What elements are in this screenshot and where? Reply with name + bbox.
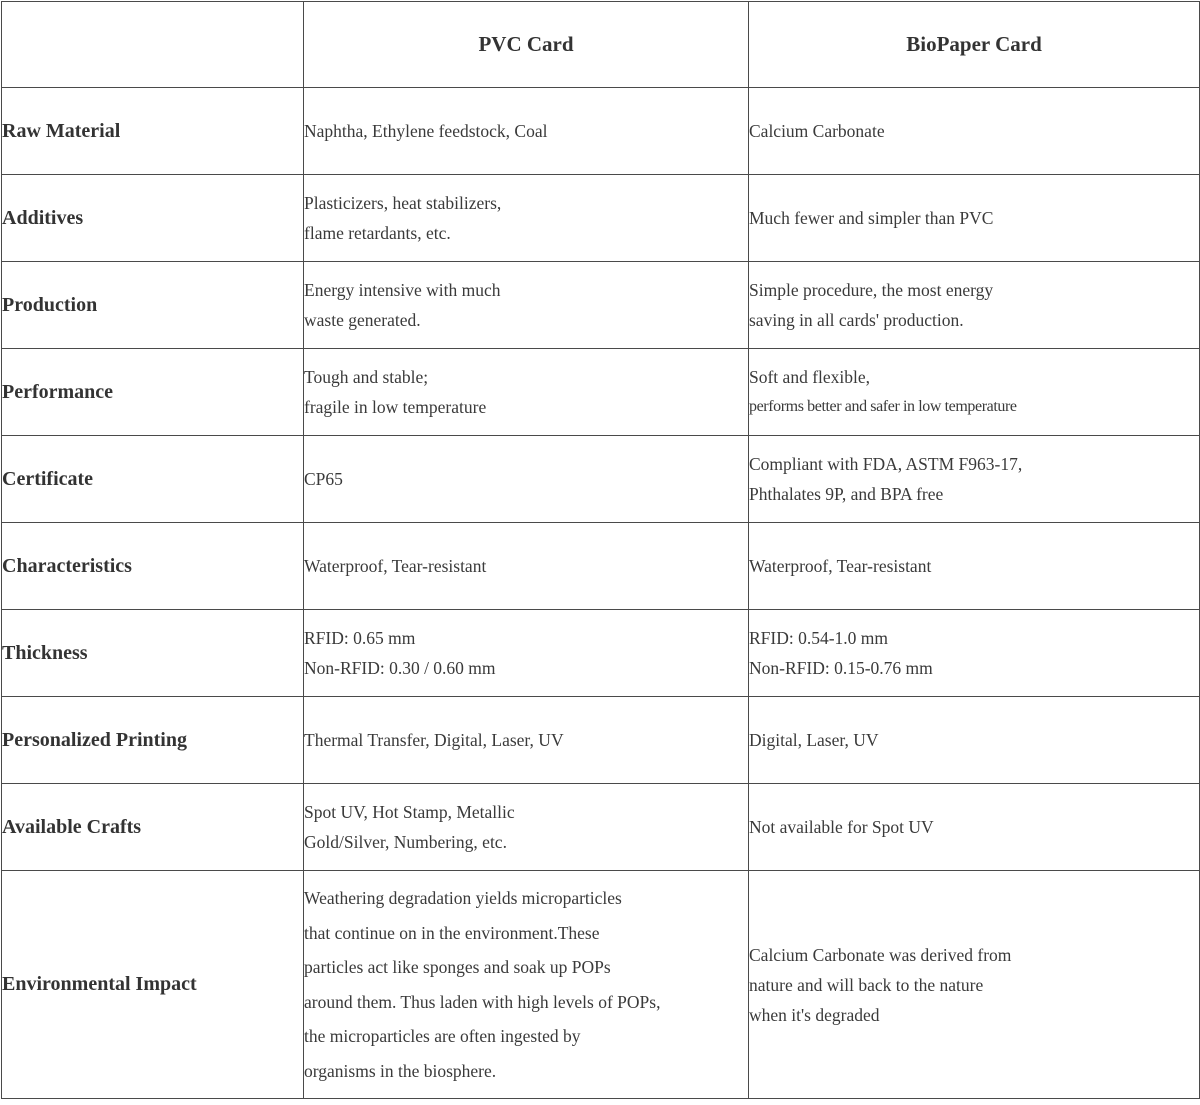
row-label-certificate: Certificate (2, 436, 304, 523)
cell-line: Waterproof, Tear-resistant (749, 556, 932, 576)
pvc-cell (304, 610, 749, 697)
biopaper-cell (749, 349, 1200, 436)
biopaper-cell (749, 436, 1200, 523)
cell-line: Phthalates 9P, and BPA free (749, 484, 944, 504)
cell-line: Tough and stable; (304, 367, 429, 387)
cell-line: Weathering degradation yields microparticles (304, 888, 622, 908)
pvc-cell (304, 436, 749, 523)
biopaper-cell (749, 871, 1200, 1099)
header-biopaper-card: BioPaper Card (749, 2, 1200, 88)
row-label-thickness: Thickness (2, 610, 304, 697)
biopaper-cell (749, 610, 1200, 697)
cell-line: waste generated. (304, 310, 421, 330)
pvc-cell (304, 784, 749, 871)
pvc-cell (304, 697, 749, 784)
cell-line: that continue on in the environment.These (304, 922, 600, 943)
row-label-production: Production (2, 262, 304, 349)
cell-line: fragile in low temperature (304, 397, 487, 417)
row-label-available-crafts: Available Crafts (2, 784, 304, 871)
cell-line: Spot UV, Hot Stamp, Metallic (304, 802, 515, 822)
cell-line: Waterproof, Tear-resistant (304, 556, 487, 576)
cell-line: Not available for Spot UV (749, 817, 934, 837)
header-empty-cell (2, 2, 304, 88)
comparison-table (1, 1, 1200, 1099)
cell-line: CP65 (304, 469, 343, 489)
cell-line: Energy intensive with much (304, 280, 501, 300)
table-row (2, 697, 1200, 784)
cell-line: Calcium Carbonate (749, 121, 885, 141)
biopaper-cell (749, 175, 1200, 262)
header-pvc-card: PVC Card (304, 2, 749, 88)
row-label-characteristics: Characteristics (2, 523, 304, 610)
cell-line: around them. Thus laden with high levels of POPs, (304, 991, 661, 1012)
table-row (2, 523, 1200, 610)
cell-line: Compliant with FDA, ASTM F963-17, (749, 454, 1023, 474)
row-label-environmental-impact: Environmental Impact (2, 871, 304, 1099)
cell-line: Much fewer and simpler than PVC (749, 208, 994, 228)
cell-line: nature and will back to the nature (749, 974, 984, 995)
table-header-row (2, 2, 1200, 88)
cell-line: Non-RFID: 0.15-0.76 mm (749, 658, 933, 678)
biopaper-cell (749, 262, 1200, 349)
row-label-raw-material: Raw Material (2, 88, 304, 175)
cell-line: Simple procedure, the most energy (749, 280, 994, 300)
cell-line: Non-RFID: 0.30 / 0.60 mm (304, 658, 496, 678)
cell-line: performs better and safer in low temperature (749, 398, 1017, 415)
table-row (2, 784, 1200, 871)
pvc-cell (304, 349, 749, 436)
table-row (2, 88, 1200, 175)
table-row (2, 175, 1200, 262)
table-row (2, 262, 1200, 349)
pvc-cell (304, 523, 749, 610)
cell-line: RFID: 0.65 mm (304, 628, 416, 648)
biopaper-cell (749, 784, 1200, 871)
cell-line: Calcium Carbonate was derived from (749, 944, 1012, 965)
cell-line: the microparticles are often ingested by (304, 1026, 581, 1046)
pvc-cell (304, 175, 749, 262)
biopaper-cell (749, 697, 1200, 784)
cell-line: saving in all cards' production. (749, 310, 964, 330)
table-row (2, 436, 1200, 523)
cell-line: organisms in the biosphere. (304, 1060, 497, 1081)
pvc-cell (304, 871, 749, 1099)
cell-line: Digital, Laser, UV (749, 730, 879, 750)
table-row (2, 349, 1200, 436)
cell-line: flame retardants, etc. (304, 223, 451, 243)
pvc-cell (304, 262, 749, 349)
biopaper-cell (749, 523, 1200, 610)
table-row (2, 871, 1200, 1099)
table-row (2, 610, 1200, 697)
row-label-performance: Performance (2, 349, 304, 436)
cell-line: particles act like sponges and soak up POPs (304, 957, 611, 977)
biopaper-cell (749, 88, 1200, 175)
row-label-personalized-printing: Personalized Printing (2, 697, 304, 784)
cell-line: Naphtha, Ethylene feedstock, Coal (304, 121, 548, 141)
cell-line: Gold/Silver, Numbering, etc. (304, 832, 507, 852)
cell-line: Thermal Transfer, Digital, Laser, UV (304, 730, 564, 750)
cell-line: Soft and flexible, (749, 367, 871, 387)
cell-line: Plasticizers, heat stabilizers, (304, 193, 502, 213)
cell-line: RFID: 0.54-1.0 mm (749, 628, 889, 648)
pvc-cell (304, 88, 749, 175)
row-label-additives: Additives (2, 175, 304, 262)
cell-line: when it's degraded (749, 1004, 880, 1025)
